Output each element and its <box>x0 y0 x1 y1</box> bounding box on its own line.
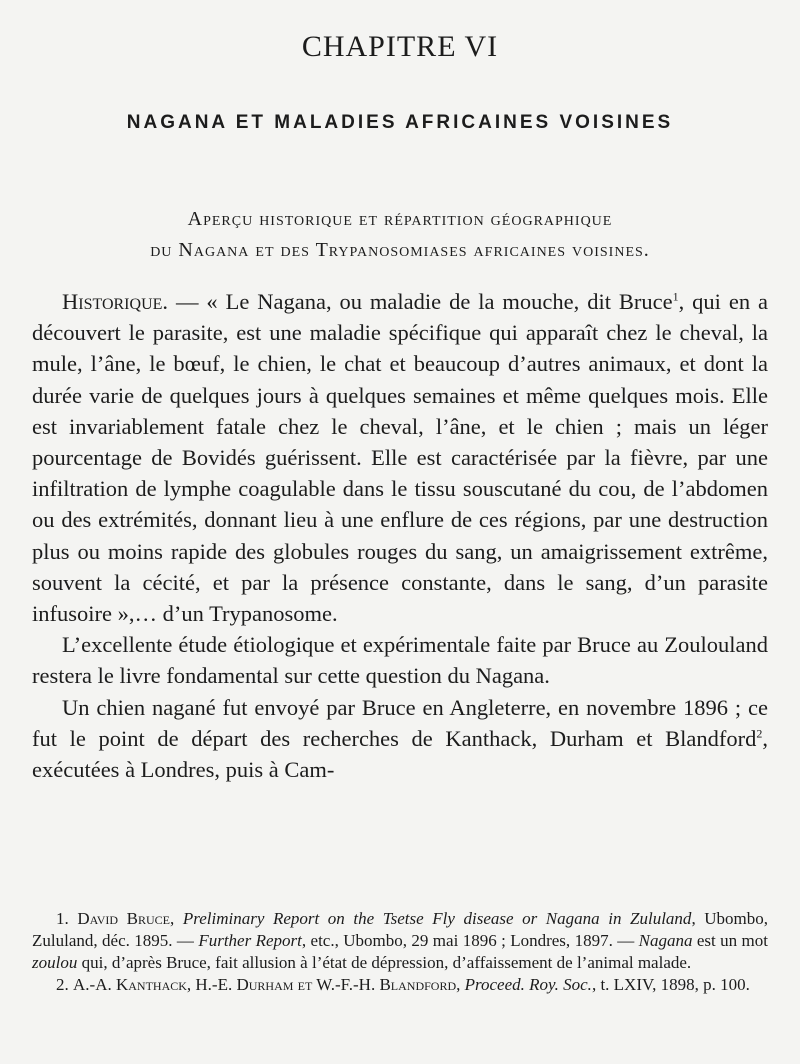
footnote-number: 2. <box>56 975 73 994</box>
footnotes <box>32 908 768 996</box>
footnote-1 <box>32 908 768 974</box>
footnote-number: 1. <box>56 909 78 928</box>
footnote-text: , t. LXIV, 1898, p. 100. <box>591 975 750 994</box>
footnote-text: , <box>170 909 183 928</box>
footnote-text: qui, d’après Bruce, fait allusion à l’état de dépression, d’affaissement de l’animal malade. <box>77 953 692 972</box>
footnote-2 <box>32 974 768 996</box>
section-subtitle-line-1: Aperçu historique et répartition géographique <box>187 208 613 230</box>
footnote-term: Nagana <box>638 931 693 950</box>
footnote-ref: 2 <box>756 726 763 741</box>
section-subtitle-line-2: du Nagana et des Trypanosomiases africaines voisines. <box>150 239 650 261</box>
footnote-text: est un mot <box>692 931 768 950</box>
paragraph-text: Un chien nagané fut envoyé par Bruce en Angleterre, en novembre 1896 ; ce fut le point de départ des recherches de Kanthack, Durham et Blandford <box>32 694 768 751</box>
footnote-text: , Ubombo, Zululand, déc. 1895. — <box>32 909 769 950</box>
paragraph-text: — « Le Nagana, ou maladie de la mouche, dit Bruce <box>168 289 673 314</box>
chapter-heading: CHAPITRE VI <box>301 30 499 63</box>
chapter-title: NAGANA ET MALADIES AFRICAINES VOISINES <box>126 112 674 133</box>
paragraph-historique <box>32 286 768 629</box>
footnote-term: zoulou <box>32 953 78 972</box>
footnote-text: , etc., Ubombo, 29 mai 1896 ; Londres, 1897. — <box>301 931 639 950</box>
footnote-authors: A.-A. Kanthack, H.-E. Durham et W.-F.-H. Blandford <box>73 975 457 994</box>
footnote-journal: Proceed. Roy. Soc. <box>464 975 592 994</box>
paragraph-text: , qui en a découvert le parasite, est une maladie spécifique qui apparaît chez le cheval, la mule, l’âne, le bœuf, le chien, le chat et beaucoup d’autres animaux, et dont la durée varie de quelques jours à quelques semaines et même quelques mois. Elle est invariablement fatale chez le cheval, l’âne, et le chien ; mais un léger pourcentage de Bovidés guérissent. Elle est caractérisée par la fièvre, par une infiltration de lymphe coagulable dans le tissu souscutané du cou, de l’abdomen ou des extrémités, donnant lieu à une enflure de ces régions, par une destruction plus ou moins rapide des globules rouges du sang, un amaigrissement extrême, souvent la cécité, et par la présence constante, dans le sang, d’un parasite infusoire »,… d’un Trypanosome. <box>32 289 769 627</box>
body-text <box>32 286 768 785</box>
footnote-title: Preliminary Report on the Tsetse Fly disease or Nagana in Zululand <box>182 909 692 928</box>
footnote-ref: 1 <box>672 289 679 304</box>
paragraph-bruce-study: L’excellente étude étiologique et expérimentale faite par Bruce au Zoulouland restera le livre fondamental sur cette question du Nagana. <box>32 632 768 689</box>
footnote-author: David Bruce <box>77 909 170 928</box>
paragraph-text: , exécutées à Londres, puis à Cam- <box>32 725 768 783</box>
paragraph-chien-nagane <box>32 692 768 786</box>
footnote-text: , <box>456 975 465 994</box>
footnote-title: Further Report <box>198 931 302 950</box>
paragraph-lead: Historique. <box>62 289 169 314</box>
